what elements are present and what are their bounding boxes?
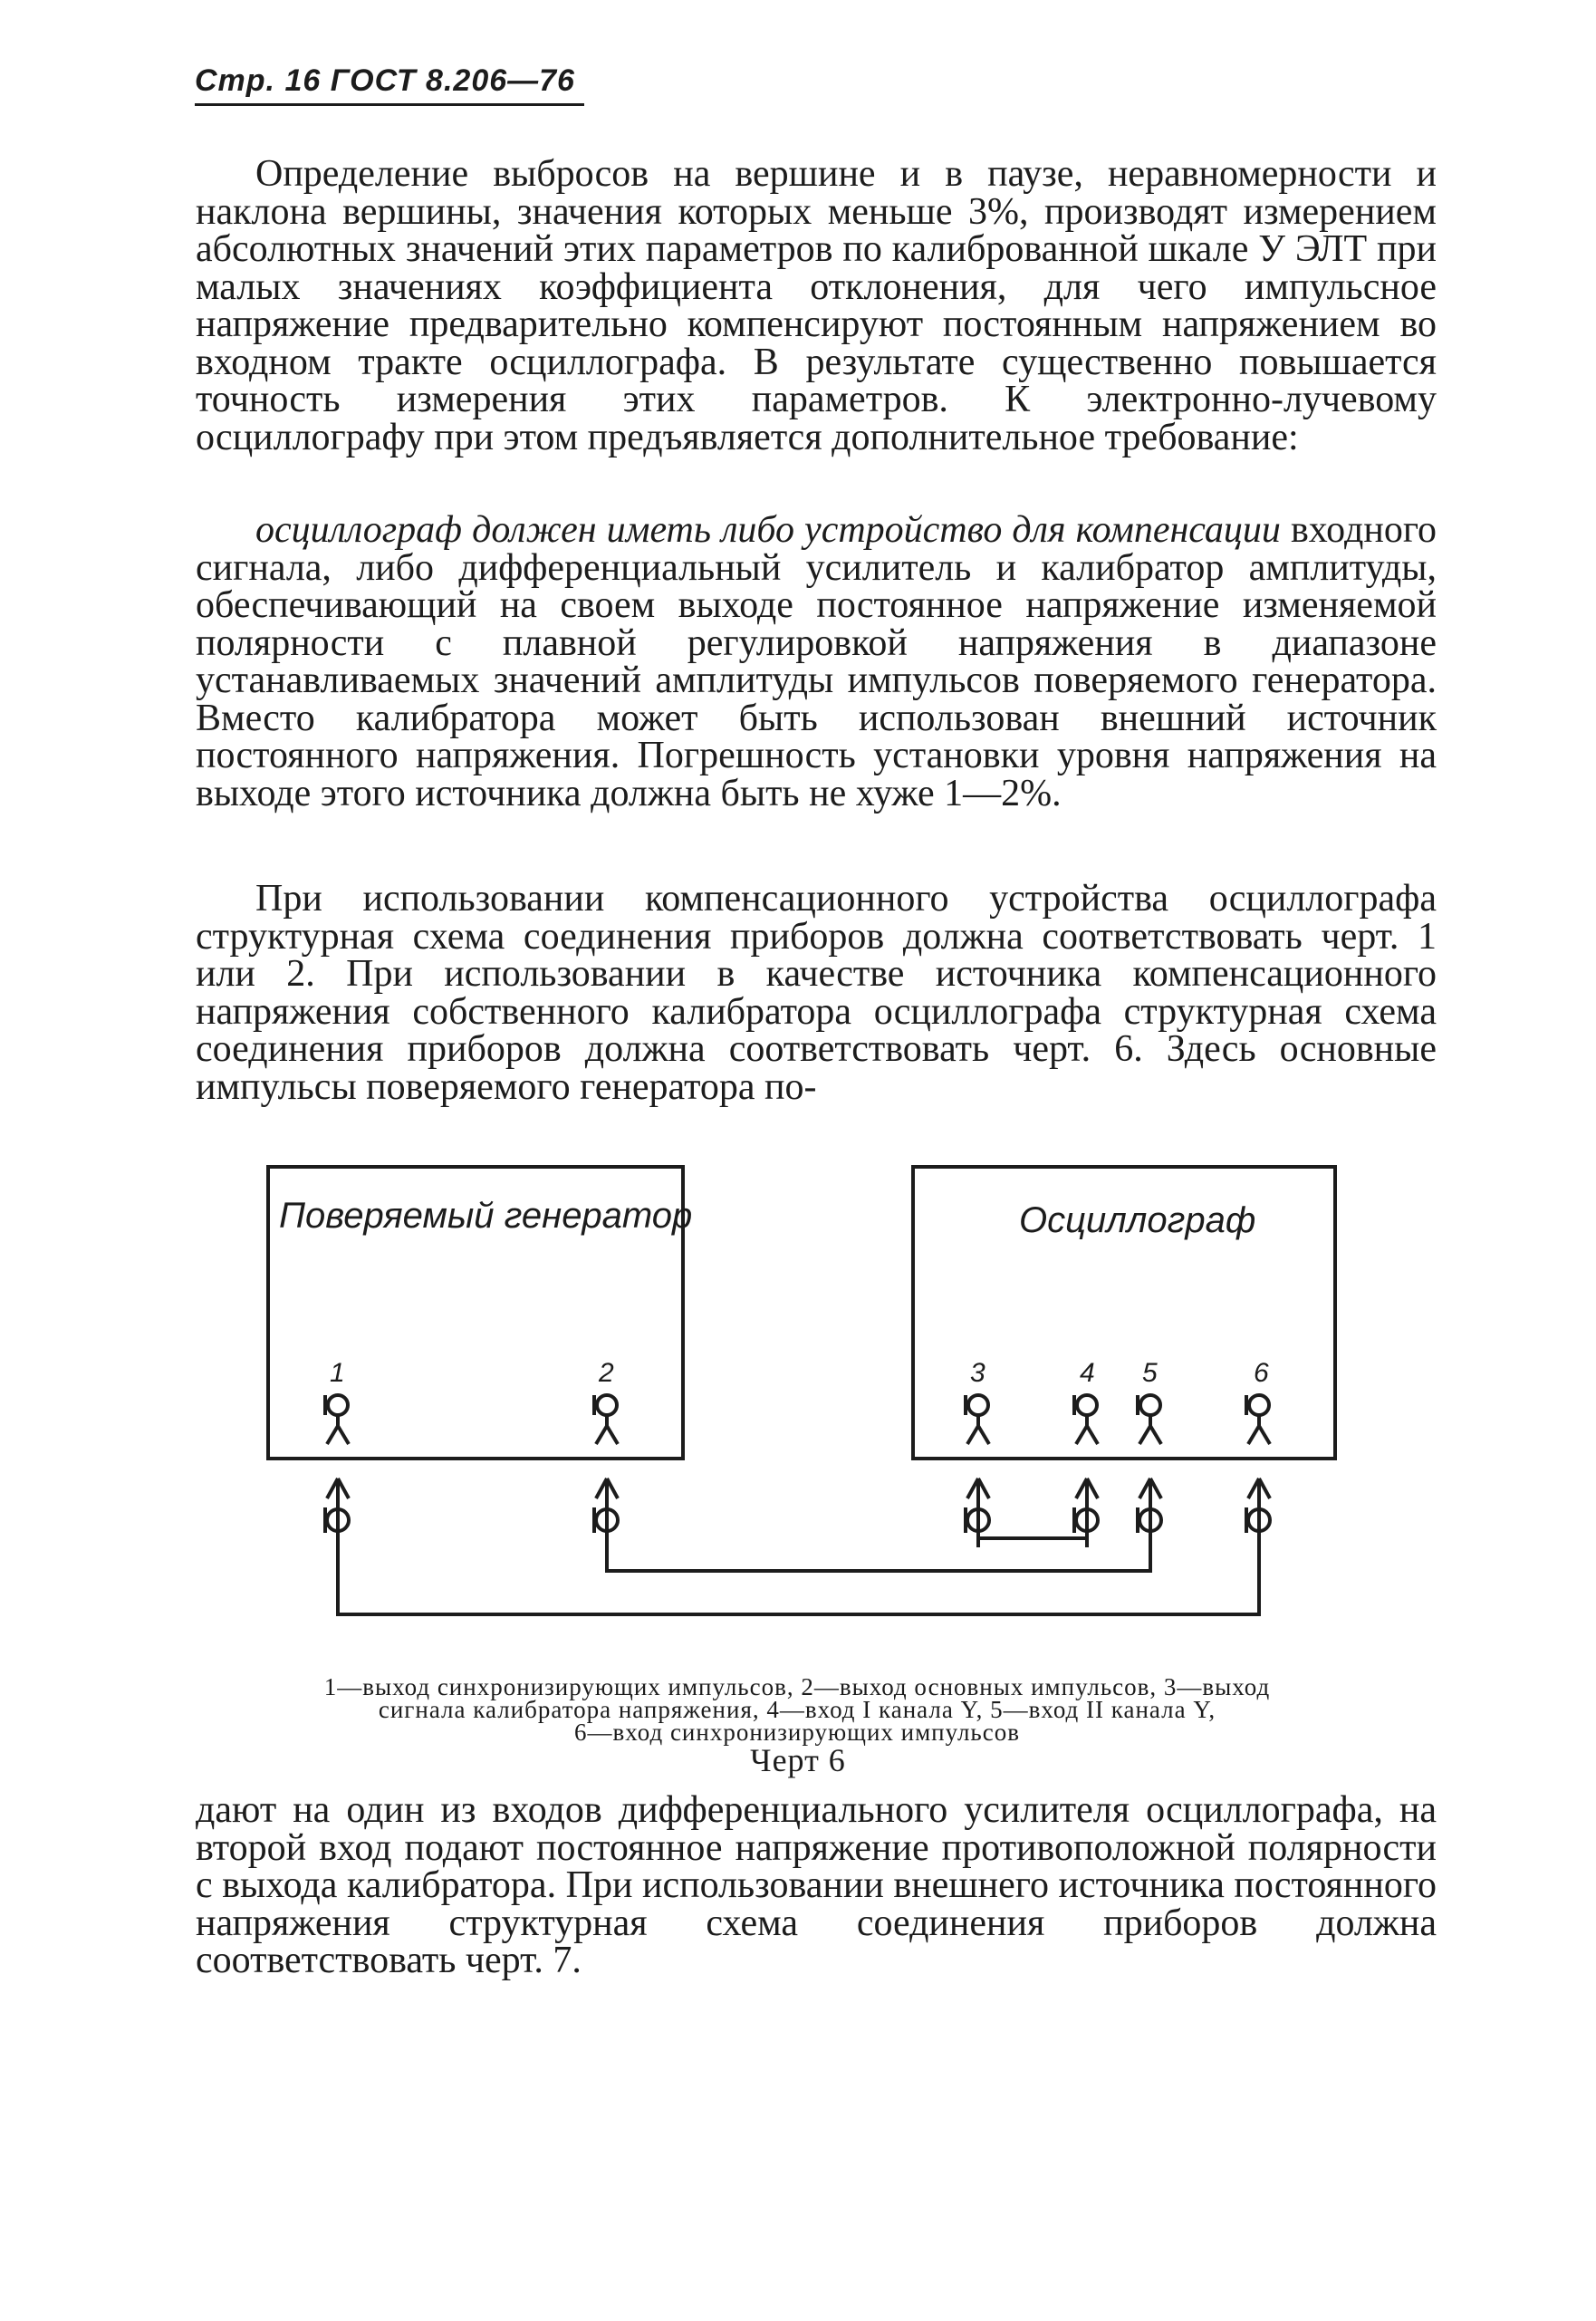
pin-label-2: 2 (599, 1358, 614, 1388)
pin-label-4: 4 (1080, 1358, 1095, 1388)
socket-3-icon (966, 1395, 989, 1444)
plug-1-icon (325, 1478, 349, 1547)
socket-5-icon (1138, 1395, 1161, 1444)
paragraph-2-rest: входного сигнала, либо дифференциальный усилитель и калибратор амплитуды, обеспечивающий на своем выходе постоянное напряжение изменяемой полярности с плавной регулировкой напряжения в диапазоне устанавливаемых значений амплитуды импульсов поверяемого генератора. Вместо калибратора может быть использован внешний источник постоянного напряжения. Погрешность установки уровня напряжения на выходе этого источника должна быть не хуже 1—2%. (196, 509, 1437, 814)
socket-2-icon (594, 1395, 618, 1444)
paragraph-3: При использовании компенсационного устройства осциллографа структурная схема соединения приборов должна соответствовать черт. 1 или 2. При использовании в качестве источника компенсационного напряжения собственного калибратора осциллографа структурная схема соединения приборов должна соответствовать черт. 6. Здесь основные импульсы поверяемого генератора по- (196, 878, 1437, 1108)
pin-label-1: 1 (330, 1358, 345, 1388)
generator-title: Поверяемый генератор (279, 1196, 693, 1236)
page-header: Стр. 16 ГОСТ 8.206—76 (195, 63, 575, 98)
pin-label-6: 6 (1254, 1358, 1269, 1388)
connection-diagram (0, 1160, 1596, 1667)
pin-label-3: 3 (970, 1358, 985, 1388)
pin-label-5: 5 (1142, 1358, 1158, 1388)
plug-2-icon (594, 1478, 618, 1547)
header-rule (195, 103, 584, 106)
legend-line-3: 6—вход синхронизирующих импульсов (574, 1719, 1020, 1746)
figure-caption: Черт 6 (750, 1742, 846, 1778)
paragraph-4: дают на один из входов дифференциального усилителя осциллографа, на второй вход подают постоянное напряжение противоположной полярности с выхода калибратора. При использовании внешнего источника постоянного напряжения структурная схема соединения приборов должна соответствовать черт. 7. (196, 1789, 1437, 1981)
legend-line-2: сигнала калибратора напряжения, 4—вход I канала Y, 5—вход II канала Y, (378, 1696, 1216, 1723)
paragraph-1: Определение выбросов на вершине и в паузе, неравномерности и наклона вершины, значения которых меньше 3%, производят измерением абсолютных значений этих параметров по калиброванной шкале У ЭЛТ при малых значениях коэффициента отклонения, для чего импульсное напряжение предварительно компенсируют постоянным напряжением во входном тракте осциллографа. В результате существенно повышается точность измерения этих параметров. К электронно-лучевому осциллографу при этом предъявляется дополнительное требование: (196, 153, 1437, 458)
wire-main-2-to-5 (607, 1547, 1150, 1571)
socket-4-icon (1074, 1395, 1098, 1444)
wire-calibrator-3-to-4 (978, 1538, 1087, 1547)
legend-line-1: 1—выход синхронизирующих импульсов, 2—выход основных импульсов, 3—выход (323, 1673, 1271, 1700)
socket-6-icon (1246, 1395, 1270, 1444)
plug-5-icon (1138, 1478, 1161, 1547)
socket-1-icon (325, 1395, 349, 1444)
diagram-legend (236, 1673, 1359, 1746)
plug-6-icon (1246, 1478, 1270, 1547)
paragraph-2-italic: осциллограф должен иметь либо устройство для компенсации (255, 509, 1281, 551)
wire-sync-1-to-6 (338, 1547, 1259, 1614)
oscilloscope-title: Осциллограф (1019, 1200, 1256, 1240)
paragraph-2 (196, 509, 1437, 814)
